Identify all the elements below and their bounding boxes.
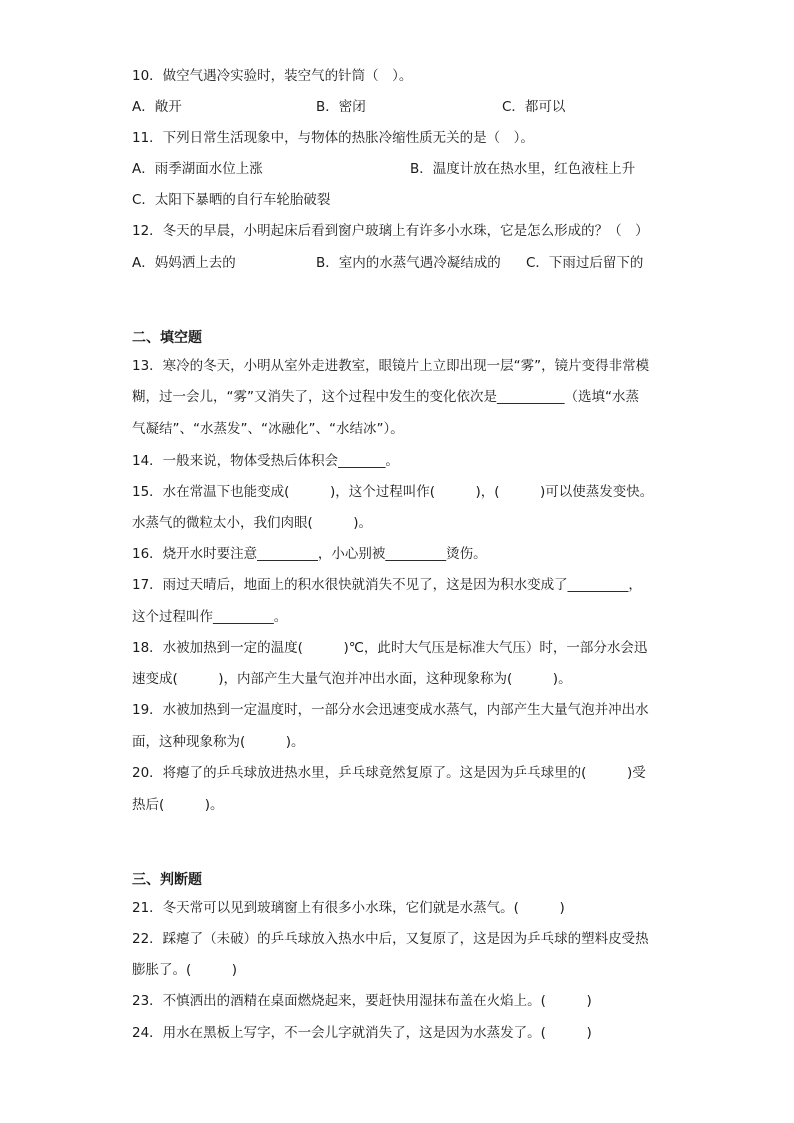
judge-line: 21．冬天常可以见到玻璃窗上有很多小水珠，它们就是水蒸气。( ) — [132, 900, 565, 916]
question-11-option-a: A．雨季湖面水位上涨 — [132, 161, 263, 177]
fill-line: 糊，过一会儿，“雾”又消失了，这个过程中发生的变化依次是__________（选填“水蒸 — [132, 389, 639, 405]
question-12-option-a: A．妈妈洒上去的 — [132, 255, 236, 271]
question-10-option-c: C．都可以 — [502, 99, 566, 115]
fill-line: 15．水在常温下也能变成( )，这个过程叫作( )，( )可以使蒸发变快。 — [132, 484, 654, 500]
judge-line: 22．踩瘪了（未破）的乒乓球放入热水中后，又复原了，这是因为乒乓球的塑料皮受热 — [132, 931, 649, 947]
question-10-stem: 10．做空气遇冷实验时，装空气的针筒（ ）。 — [132, 68, 413, 84]
question-12-option-c: C．下雨过后留下的 — [526, 255, 644, 271]
question-10-option-a: A．敞开 — [132, 99, 182, 115]
fill-line: 19．水被加热到一定温度时，一部分水会迅速变成水蒸气，内部产生大量气泡并冲出水 — [132, 702, 649, 718]
question-10-option-b: B．密闭 — [316, 99, 366, 115]
question-11-option-b: B．温度计放在热水里，红色液柱上升 — [410, 161, 636, 177]
judge-line: 24．用水在黑板上写字，不一会儿字就消失了，这是因为水蒸发了。( ) — [132, 1025, 592, 1041]
question-12-stem: 12．冬天的早晨，小明起床后看到窗户玻璃上有许多小水珠，它是怎么形成的？（ ） — [132, 223, 649, 239]
fill-line: 16．烧开水时要注意_________，小心别被_________烫伤。 — [132, 546, 487, 562]
fill-line: 气凝结”、“水蒸发”、“冰融化”、“水结冰”）。 — [132, 421, 404, 437]
fill-line: 13．寒冷的冬天，小明从室外走进教室，眼镜片上立即出现一层“雾”，镜片变得非常模 — [132, 358, 650, 374]
fill-line: 面，这种现象称为( )。 — [132, 734, 305, 750]
fill-line: 这个过程叫作_________。 — [132, 609, 288, 625]
section-title-fill-in: 二、填空题 — [132, 330, 202, 346]
fill-line: 14．一般来说，物体受热后体积会_______。 — [132, 453, 399, 469]
fill-line: 20．将瘪了的乒乓球放进热水里，乒乓球竟然复原了。这是因为乒乓球里的( )受 — [132, 765, 646, 781]
judge-line: 23．不慎洒出的酒精在桌面燃烧起来，要赶快用湿抹布盖在火焰上。( ) — [132, 993, 592, 1009]
fill-line: 17．雨过天晴后，地面上的积水很快就消失不见了，这是因为积水变成了_________， — [132, 577, 642, 593]
question-11-option-c: C．太阳下暴晒的自行车轮胎破裂 — [132, 192, 331, 208]
question-12-option-b: B．室内的水蒸气遇冷凝结成的 — [316, 255, 501, 271]
question-11-stem: 11．下列日常生活现象中，与物体的热胀冷缩性质无关的是（ ）。 — [132, 130, 534, 146]
section-title-true-false: 三、判断题 — [132, 872, 202, 888]
fill-line: 18．水被加热到一定的温度( )℃，此时大气压是标准大气压）时，一部分水会迅 — [132, 640, 648, 656]
fill-line: 水蒸气的微粒太小，我们肉眼( )。 — [132, 515, 373, 531]
fill-line: 速变成( )，内部产生大量气泡并冲出水面，这种现象称为( )。 — [132, 671, 572, 687]
judge-line: 膨胀了。( ) — [132, 962, 238, 978]
fill-line: 热后( )。 — [132, 797, 224, 813]
